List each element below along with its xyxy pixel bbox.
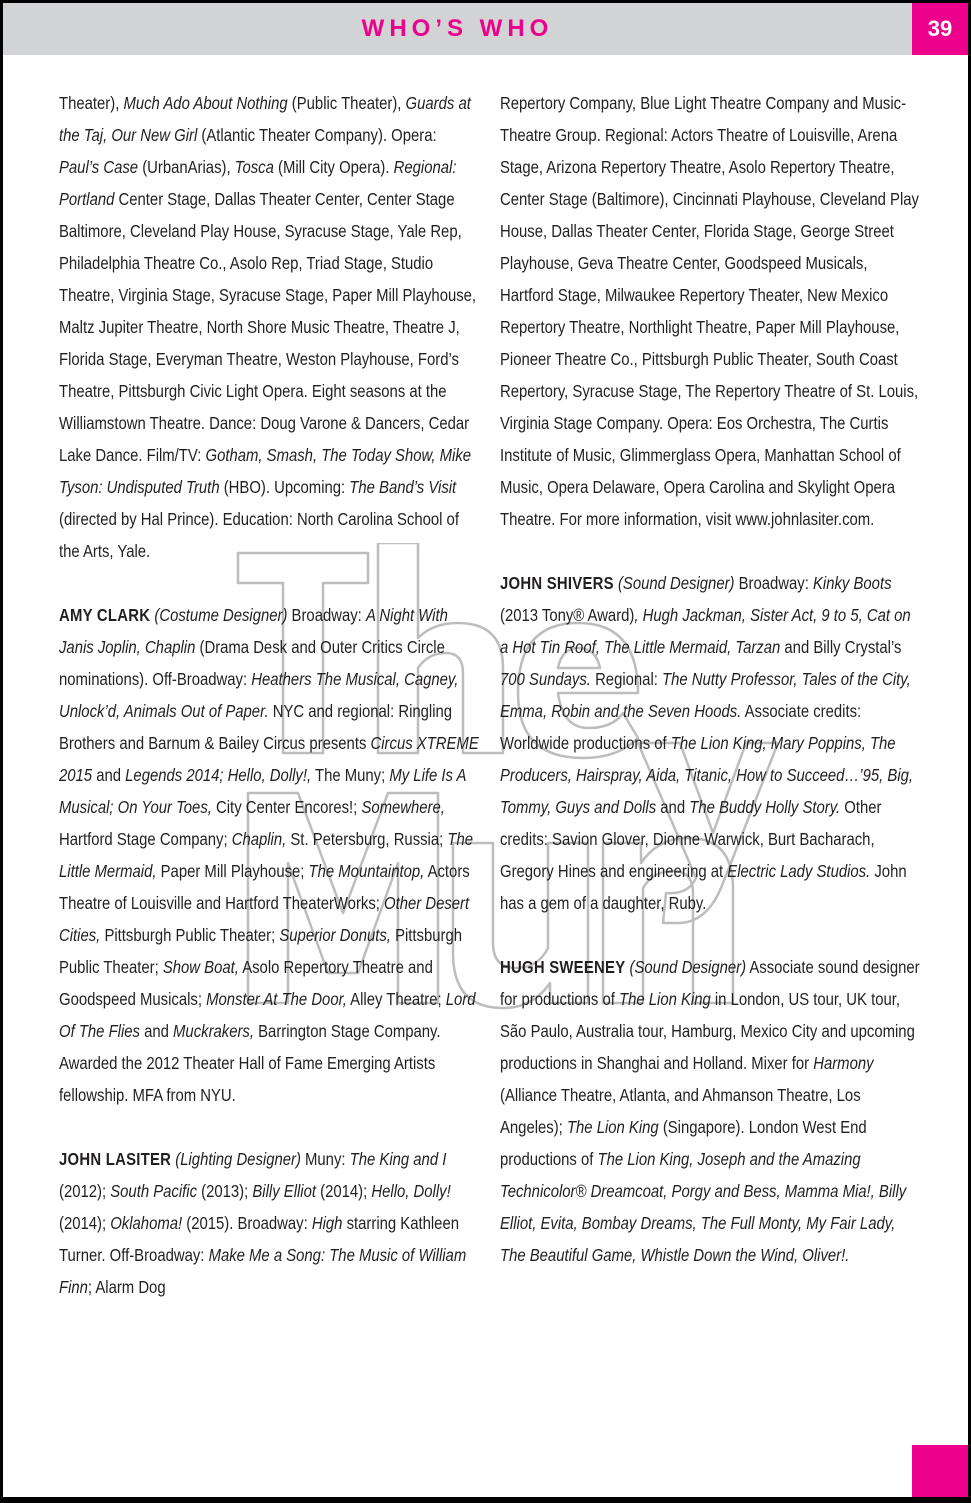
bio-role: (Costume Designer) — [154, 605, 288, 625]
bio-text: Center Stage, Dallas Theater Center, Center Stage Baltimore, Cleveland Play House, Syracuse Stage, Yale Rep, Philadelphia Theatre Co., Asolo Rep, Triad Stage, Studio Theatre, Virginia Stage, Syracuse Stage, Paper Mill Playhouse, Maltz Jupiter Theatre, North Shore Music Theatre, Theatre J, Florida Stage, Everyman Theatre, Weston Playhouse, Ford’s Theatre, Pittsburgh Civic Light Opera. Eight seasons at the Williamstown Theatre. Dance: Doug Varone & Dancers, Cedar Lake Dance. Film/TV: — [59, 189, 477, 465]
bio-text: Pittsburgh Public Theater; — [59, 925, 463, 977]
bio-credit-title: The Band’s Visit — [349, 477, 457, 497]
bio-amy-clark — [59, 599, 479, 1111]
bio-text: City Center Encores!; — [211, 797, 362, 817]
bio-credit-title: Paul’s Case — [59, 157, 139, 177]
bio-text: Repertory Company, Blue Light Theatre Company and Music-Theatre Group. Regional: Actors Theatre of Louisville, Arena Stage, Arizona Repertory Theatre, Asolo Repertory Theatre, Center Stage (Baltimore), Cincinnati Playhouse, Cleveland Play House, Dallas Theater Center, Florida Stage, George Street Playhouse, Geva Theatre Center, Goodspeed Musicals, Hartford Stage, Milwaukee Repertory Theater, New Mexico Repertory Theatre, Northlight Theatre, Paper Mill Playhouse, Pioneer Theatre Co., Pittsburgh Public Theater, South Coast Repertory, Syracuse Stage, The Repertory Theatre of St. Louis, Virginia Stage Company. Opera: Eos Orchestra, The Curtis Institute of Music, Glimmerglass Opera, Manhattan School of Music, Opera Delaware, Opera Carolina and Skylight Opera Theatre. For more information, visit www.johnlasiter.com. — [500, 93, 919, 529]
bio-credit-title: South Pacific — [110, 1181, 198, 1201]
bio-text: (2014); — [59, 1213, 111, 1233]
bio-john-lasiter — [59, 1143, 479, 1303]
bio-credit-title: Legends 2014; Hello, Dolly!, — [125, 765, 312, 785]
bio-text: (Alliance Theatre, Atlanta, and Ahmanson Theatre, Los Angeles); — [500, 1085, 861, 1137]
bio-credit-title: Circus XTREME 2015 — [59, 733, 479, 785]
bio-text: in London, US tour, UK tour, São Paulo, Australia tour, Hamburg, Mexico City and upcoming productions in Shanghai and Holland. Mixer for — [500, 989, 915, 1073]
bio-text: and — [92, 765, 126, 785]
right-column — [500, 87, 920, 1303]
bio-credit-title: A Night With Janis Joplin, Chaplin — [59, 605, 448, 657]
bio-text: Paper Mill Playhouse; — [156, 861, 309, 881]
bio-text: and — [656, 797, 690, 817]
bio-text: Asolo Repertory Theatre and Goodspeed Musicals; — [59, 957, 433, 1009]
bio-text: (Atlantic Theater Company). Opera: — [197, 125, 437, 145]
bio-text: Other credits: Savion Glover, Dionne Warwick, Burt Bacharach, Gregory Hines and engineering at — [500, 797, 882, 881]
bio-credit-title: Make Me a Song: The Music of William Finn — [59, 1245, 467, 1297]
bio-credit-title: Lord Of The Flies — [59, 989, 476, 1041]
bio-text: John has a gem of a daughter, Ruby. — [500, 861, 907, 913]
page-number: 39 — [927, 16, 953, 41]
bio-text: and Billy Crystal’s — [780, 637, 902, 657]
bio-credit-title: The Lion King, Joseph and the Amazing Technicolor® Dreamcoat, Porgy and Bess, Mamma Mia!, Billy Elliot, Evita, Bombay Dreams, The Full Monty, My Fair Lady, The Beautiful Game, Whistle Down the Wind, Oliver!. — [500, 1149, 907, 1265]
bio-text: (2015). Broadway: — [182, 1213, 312, 1233]
bio-credit-title: The Lion King — [619, 989, 711, 1009]
bio-credit-title: Kinky Boots — [813, 573, 892, 593]
bio-continued-bio — [59, 87, 479, 567]
program-page — [3, 3, 968, 1497]
section-title: WHO’S WHO — [361, 15, 554, 42]
bio-credit-title: Muckrakers, — [173, 1021, 255, 1041]
bio-text: Barrington Stage Company. Awarded the 2012 Theater Hall of Fame Emerging Artists fellowship. MFA from NYU. — [59, 1021, 441, 1105]
bio-credit-title: Tosca — [234, 157, 274, 177]
bio-text: Alley Theatre; — [346, 989, 446, 1009]
bio-text: (2013 Tony® Award) — [500, 605, 635, 625]
bio-credit-title: Superior Donuts, — [279, 925, 391, 945]
header-bar — [3, 3, 912, 55]
bio-credit-title: Guards at the Taj, Our New Girl — [59, 93, 471, 145]
bio-credit-title: Somewhere, — [361, 797, 445, 817]
left-column — [59, 87, 479, 1335]
bio-credit-title: Much Ado About Nothing — [123, 93, 288, 113]
bio-text: ; Alarm Dog — [87, 1277, 166, 1297]
bio-john-shivers — [500, 567, 920, 919]
page-number-tab — [912, 3, 968, 55]
bio-name: JOHN LASITER — [59, 1149, 172, 1169]
bio-text: (2013); — [197, 1181, 253, 1201]
bio-credit-title: The Lion King, Mary Poppins, The Producers, Hairspray, Aida, Titanic, How to Succeed…’95, Big, Tommy, Guys and Dolls — [500, 733, 914, 817]
bio-role: (Sound Designer) — [629, 957, 747, 977]
bio-credit-title: Other Desert Cities, — [59, 893, 470, 945]
bio-text: Broadway: — [287, 605, 366, 625]
bio-credit-title: Electric Lady Studios. — [727, 861, 871, 881]
bio-text: and — [139, 1021, 174, 1041]
bio-text: (Singapore). London West End productions of — [500, 1117, 867, 1169]
bio-text: (Drama Desk and Outer Critics Circle nominations). Off-Broadway: — [59, 637, 445, 689]
bio-credit-title: Show Boat, — [162, 957, 239, 977]
bio-credit-title: Gotham, Smash, The Today Show, Mike Tyson: Undisputed Truth — [59, 445, 472, 497]
bio-hugh-sweeney — [500, 951, 920, 1271]
bio-text: (Mill City Opera). — [273, 157, 394, 177]
bio-credit-title: Monster At The Door, — [206, 989, 347, 1009]
bio-text: Theater), — [59, 93, 124, 113]
bio-text: (2012); — [59, 1181, 111, 1201]
bio-text: Regional: — [590, 669, 663, 689]
bio-text: Muny: — [300, 1149, 350, 1169]
bio-text: (directed by Hal Prince). Education: North Carolina School of the Arts, Yale. — [59, 509, 459, 561]
bio-text: starring Kathleen Turner. Off-Broadway: — [59, 1213, 459, 1265]
corner-accent-tab — [912, 1445, 968, 1497]
bio-credit-title: Regional: Portland — [59, 157, 457, 209]
bio-role: (Lighting Designer) — [175, 1149, 301, 1169]
bio-name: HUGH SWEENEY — [500, 957, 626, 977]
bio-text: St. Petersburg, Russia; — [286, 829, 448, 849]
bio-text: NYC and regional: Ringling Brothers and Barnum & Bailey Circus presents — [59, 701, 453, 753]
bio-text: Associate credits: Worldwide productions of — [500, 701, 862, 753]
bio-credit-title: , Hugh Jackman, Sister Act, 9 to 5, Cat on a Hot Tin Roof, The Little Mermaid, Tarzan — [500, 605, 911, 657]
bio-credit-title: Heathers The Musical, Cagney, Unlock’d, Animals Out of Paper. — [59, 669, 459, 721]
bio-text: (HBO). Upcoming: — [219, 477, 350, 497]
bio-credit-title: The Little Mermaid, — [59, 829, 474, 881]
bio-credit-title: The Nutty Professor, Tales of the City, Emma, Robin and the Seven Hoods. — [500, 669, 911, 721]
bio-credit-title: The King and I — [349, 1149, 447, 1169]
bio-credit-title: 700 Sundays. — [500, 669, 591, 689]
bio-text: (2014); — [316, 1181, 372, 1201]
bio-text: Hartford Stage Company; — [59, 829, 232, 849]
bio-text: (Public Theater), — [287, 93, 406, 113]
bio-credit-title: The Mountaintop, — [308, 861, 425, 881]
bio-text: The Muny; — [311, 765, 390, 785]
bio-credit-title: Oklahoma! — [110, 1213, 183, 1233]
bio-credit-title: Harmony — [813, 1053, 874, 1073]
bio-credit-title: Billy Elliot — [252, 1181, 317, 1201]
bio-text: Broadway: — [734, 573, 814, 593]
bio-credit-title: Hello, Dolly! — [371, 1181, 451, 1201]
bio-text: Associate sound designer for productions of — [500, 957, 920, 1009]
bio-text: (UrbanArias), — [138, 157, 235, 177]
bio-name: AMY CLARK — [59, 605, 151, 625]
bio-john-lasiter-continued — [500, 87, 920, 535]
bio-credit-title: My Life Is A Musical; On Your Toes, — [59, 765, 466, 817]
bio-role: (Sound Designer) — [617, 573, 735, 593]
bio-text: Pittsburgh Public Theater; — [100, 925, 280, 945]
bio-credit-title: Chaplin, — [231, 829, 287, 849]
bio-credit-title: The Buddy Holly Story. — [689, 797, 841, 817]
bio-credit-title: High — [311, 1213, 343, 1233]
bio-text: Actors Theatre of Louisville and Hartford TheaterWorks; — [59, 861, 470, 913]
bio-credit-title: The Lion King — [566, 1117, 659, 1137]
bio-name: JOHN SHIVERS — [500, 573, 614, 593]
